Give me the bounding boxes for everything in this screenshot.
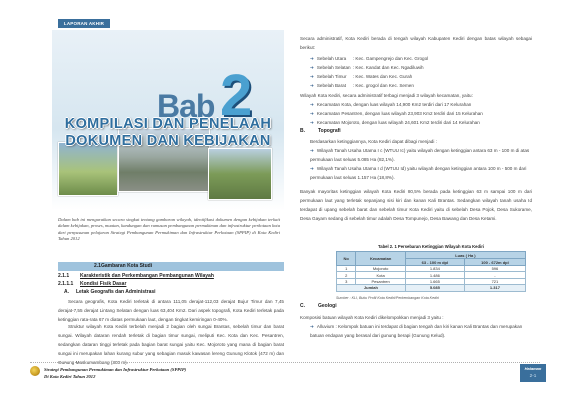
arrow-bullet-icon: ➔ [310, 83, 314, 88]
district-item: ➔ Kecamatan Mojoroto, dengan luas wilayah 24,601 Km2 terdiri dari 14 Kelurahan [310, 120, 480, 125]
paragraph-topography: Banyak mayoritas ketinggian wilayah Kota Kediri 80,5% berada pada ketinggian 63 m sampai 100 m dari permukaan laut yang terletak sepanjang sisi kiri dan kanan Kali Brantas. Sedangkan wilayah tanah usaha Id terdapat di upang sebelah barat dan sebelah timur Kota Kediri yaitu di sebelah Desa Pojok, Desa Sukorame, Desa Gayam sedang di sebelah timur adalah Desa Tompunejo, Desa Bawang dan Desa Ketami. [300, 189, 532, 221]
table-row: 2 Kota 1.486 - [337, 272, 526, 278]
topo-item: ➔ Wilayah Tanah Usaha Utama I d (WTUU Id) yaitu wilayah dengan ketinggian antara 100 m - 500 m dari permukaan laut seluas 1.157 Ha (18,8%). [310, 166, 527, 180]
paragraph-structure: Struktur wilayah Kota Kediri terbelah menjadi 2 bagian oleh sungai Brantas, sebelah timur dan barat sungai. Wilayah dataran rendah terletak di bagian timur sungai, meliputi Kec. Kota dan Kec. Pesantren, sedangkan dataran tinggi terletak pada bagian barat sungai yaitu Kec. Mojoroto yang mana di bagian barat sungai ini merupakan lahan kurang subur yang sebagian masuk kawasan lereng Gunung Klotok (472 m) dan Gunung Maskumambang (300 m). [58, 324, 284, 365]
footer-title: Strategi Pembangunan Permukiman dan Infrastruktur Perkotaan (SPPIP) [44, 367, 187, 372]
table-header-col1: 63 - 100 m dpl [405, 259, 464, 266]
paragraph-topo-intro: Berdasarkan ketinggiannya, Kota Kediri dapat dibagi menjadi : [310, 139, 437, 144]
report-badge: LAPORAN AKHIR [58, 19, 110, 28]
paragraph-admin-division: Wilayah Kota Kediri, secara administratif terbagi menjadi 3 wilayah kecamatan, yaitu: [300, 93, 473, 98]
table-total-row: Jumlah 5.085 1.317 [337, 285, 526, 291]
geology-item: ➔ Alluvium : Kelompok batuan ini terdapat di bagian tengah dan kiri kanan Kali Brantas dan merupakan batuan endapan yang berasal dari gunung berapi (Gunung Kelud). [310, 324, 523, 338]
table-caption: Tabel 2. 1 Persebaran Ketinggian Wilayah Kota Kediri [378, 244, 484, 249]
landscape-photo-left [58, 142, 118, 196]
table-row: 1 Mojoroto 1.834 596 [337, 266, 526, 272]
border-item: ➔ Sebelah Barat : Kec. grogol dan Kec. Semen [310, 83, 414, 88]
arrow-bullet-icon: ➔ [310, 74, 314, 79]
arrow-bullet-icon: ➔ [310, 111, 314, 116]
arrow-bullet-icon: ➔ [310, 56, 314, 61]
topo-item: ➔ Wilayah Tanah Usaha Utama I c (WTUU Ic) yaitu wilayah dengan ketinggian antara 63 m - 100 m di atas permukaan laut seluas 5.085 Ha (82,1%). [310, 148, 530, 162]
page-label: Halaman [524, 366, 542, 371]
page-number: 2-1 [529, 373, 537, 378]
table-row: 3 Pesantren 1.665 721 [337, 278, 526, 284]
footer-divider [30, 362, 540, 363]
paragraph-geology-intro: Komposisi batuan wilayah Kota Kediri dikelompokkan menjadi 3 yaitu : [300, 315, 444, 320]
arrow-bullet-icon: ➔ [310, 324, 314, 329]
city-seal-icon [30, 366, 40, 376]
district-item: ➔ Kecamatan Pesantren, dengan luas wilayah 23,903 Km2 terdiri dari 15 Kelurahan [310, 111, 483, 116]
district-item: ➔ Kecamatan Kota, dengan luas wilayah 14,900 Km2 terdiri dari 17 Kelurahan [310, 102, 472, 107]
heading-c: C. Geologi [300, 303, 337, 309]
landscape-photo-right [208, 148, 272, 200]
border-item: ➔ Sebelah Timur : Kec. Wates dan Kec. Gurah [310, 74, 413, 79]
chapter-title-line1: KOMPILASI DAN PENELAAH [64, 116, 272, 132]
table-header-kecamatan: Kecamatan [356, 252, 405, 266]
section-title: 2.1Gambaran Kota Studi [94, 263, 153, 269]
chapter-title-line2: DOKUMEN DAN KEBIJAKAN [65, 133, 271, 149]
arrow-bullet-icon: ➔ [310, 148, 314, 153]
chapter-word: Bab [157, 88, 215, 124]
heading-2-1-1: 2.1.1 Karakteristik dan Perkembangan Pembangunan Wilayah [58, 273, 214, 279]
page-tab [520, 364, 546, 382]
arrow-bullet-icon: ➔ [310, 65, 314, 70]
table-header-col2: 100 - 672m dpl [464, 259, 525, 266]
chapter-number: 2 [220, 63, 253, 128]
chapter-summary: Dalam bab ini menguraikan secara singkat tentang gambaran wilayah, identifikasi dokumen dengan kebijakan terkait dalam kebijakan, proses, muatan, kandungan dan rumusan pembangunan permukiman dan infrastruktur perkotaan kota dari penyusunan pelajaran Strategi Pembangunan Permukiman dan Infrastruktur Perkotaan (SPPIP) di Kota Kediri Tahun 2012 [58, 217, 280, 242]
table-header-no: No [337, 252, 356, 266]
paragraph-admin-intro: Secara administratif, Kota Kediri berada di tengah wilayah Kabupaten Kediri dengan batas wilayah sebagai berikut: [300, 36, 532, 50]
paragraph-geography: Secara geografis, Kota Kediri terletak di antara 111,05 derajat-112,03 derajat Bujur Timur dan 7,45 derajat-7,55 derajat Lintang Selatan dengan luas 63,404 Km2. Dari aspek topografi, Kota Kediri terletak pada ketinggian rata-rata 67 m diatas permukaan laut, dengan tingkat kemiringan 0-40%. [58, 299, 284, 322]
table-header-luas: Luas ( Ha ) [405, 252, 525, 259]
heading-a: A. Letak Geografis dan Administrasi [64, 289, 156, 295]
border-item: ➔ Sebelah Utara : Kec. Gampengrejo dan Kec. Grogol [310, 56, 429, 61]
arrow-bullet-icon: ➔ [310, 102, 314, 107]
elevation-table [336, 251, 526, 292]
heading-2-1-1-1: 2.1.1.1 Kondisi Fisik Dasar [58, 281, 127, 287]
footer-subtitle: Di Kota Kediri Tahun 2012 [44, 374, 96, 379]
chapter-hero [52, 30, 284, 210]
arrow-bullet-icon: ➔ [310, 120, 314, 125]
heading-b: B. Topografi [300, 128, 341, 134]
arrow-bullet-icon: ➔ [310, 166, 314, 171]
table-source: Sumber : KLI, Buku Profil Kota Kediri/Perkembangan Kota Kediri [336, 296, 439, 300]
border-item: ➔ Sebelah Selatan : Kec. Kandat dan Kec. Ngadiluwih [310, 65, 424, 70]
section-bar [58, 262, 284, 271]
